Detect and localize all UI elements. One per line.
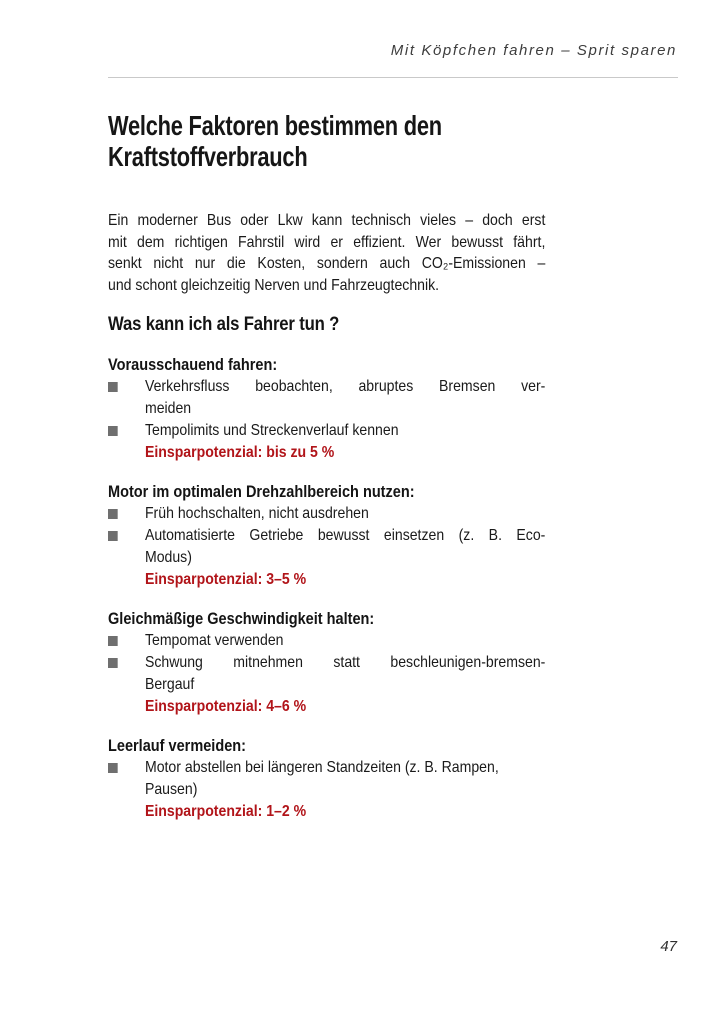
square-bullet-icon	[108, 763, 118, 773]
tip-heading: Vorausschauend fahren:	[108, 356, 278, 374]
tip-heading: Motor im optimalen Drehzahlbereich nutzen:	[108, 483, 415, 501]
tip-heading: Gleichmäßige Geschwindigkeit halten:	[108, 610, 375, 628]
page-number: 47	[660, 938, 677, 955]
section-heading: Was kann ich als Fahrer tun ?	[108, 314, 340, 335]
list-item	[108, 503, 545, 525]
running-title: Mit Köpfchen fahren – Sprit sparen	[390, 42, 677, 59]
page-title	[108, 110, 536, 172]
list-item-text	[145, 420, 545, 442]
list-item	[108, 630, 545, 652]
saving-potential-label: Einsparpotenzial: bis zu 5 %	[144, 444, 335, 461]
saving-potential-label: Einsparpotenzial: 4–6 %	[144, 698, 307, 715]
tip-bullet-list	[108, 376, 545, 442]
list-item	[108, 525, 545, 569]
list-item-line: Bergauf	[144, 676, 195, 693]
list-item-line: Pausen)	[144, 781, 198, 798]
list-item-line: Modus)	[144, 549, 192, 566]
intro-line: senkt nicht nur die Kosten, sondern auch CO₂-Emissionen –	[108, 255, 546, 272]
list-item-text	[145, 503, 545, 525]
list-item-line: meiden	[144, 400, 192, 417]
header-rule	[108, 77, 678, 78]
saving-potential-label: Einsparpotenzial: 3–5 %	[144, 571, 307, 588]
saving-potential-label: Einsparpotenzial: 1–2 %	[144, 803, 307, 820]
list-item-line: Motor abstellen bei längeren Standzeiten (z. B. Rampen,	[144, 759, 499, 776]
body-text-column	[108, 210, 545, 823]
tip-section-leerlauf-vermeiden	[108, 735, 545, 823]
tip-bullet-list	[108, 503, 545, 569]
square-bullet-icon	[108, 658, 118, 668]
tip-bullet-list	[108, 757, 545, 801]
square-bullet-icon	[108, 531, 118, 541]
list-item-line: Früh hochschalten, nicht ausdrehen	[144, 505, 369, 522]
intro-line: Ein moderner Bus oder Lkw kann technisch vieles – doch erst	[108, 212, 546, 229]
list-item-text	[145, 630, 545, 652]
page-title-line-1: Welche Faktoren bestimmen den	[108, 110, 442, 141]
tip-section-vorausschauend-fahren	[108, 354, 545, 464]
tip-section-geschwindigkeit-halten	[108, 608, 545, 718]
square-bullet-icon	[108, 382, 118, 392]
intro-line: mit dem richtigen Fahrstil wird er effizient. Wer bewusst fährt,	[108, 233, 546, 251]
list-item	[108, 376, 545, 420]
list-item	[108, 652, 545, 696]
list-item-line: Tempolimits und Streckenverlauf kennen	[144, 422, 399, 439]
tip-section-drehzahlbereich	[108, 481, 545, 591]
square-bullet-icon	[108, 636, 118, 646]
tip-heading: Leerlauf vermeiden:	[108, 737, 246, 755]
intro-line: und schont gleichzeitig Nerven und Fahrzeugtechnik.	[108, 276, 440, 294]
list-item-text	[145, 652, 545, 696]
list-item-line: Verkehrsfluss beobachten, abruptes Bremsen ver-	[144, 378, 546, 395]
intro-paragraph	[108, 210, 545, 296]
square-bullet-icon	[108, 426, 118, 436]
list-item-line: Schwung mitnehmen statt beschleunigen-bremsen-	[144, 654, 546, 671]
list-item	[108, 420, 545, 442]
list-item-text	[145, 525, 545, 569]
list-item-text	[145, 376, 545, 420]
list-item-text	[145, 757, 545, 801]
page-title-line-2: Kraftstoffverbrauch	[108, 141, 308, 172]
tip-bullet-list	[108, 630, 545, 696]
list-item	[108, 757, 545, 801]
square-bullet-icon	[108, 509, 118, 519]
list-item-line: Automatisierte Getriebe bewusst einsetzen (z. B. Eco-	[144, 527, 546, 544]
list-item-line: Tempomat verwenden	[144, 632, 284, 649]
